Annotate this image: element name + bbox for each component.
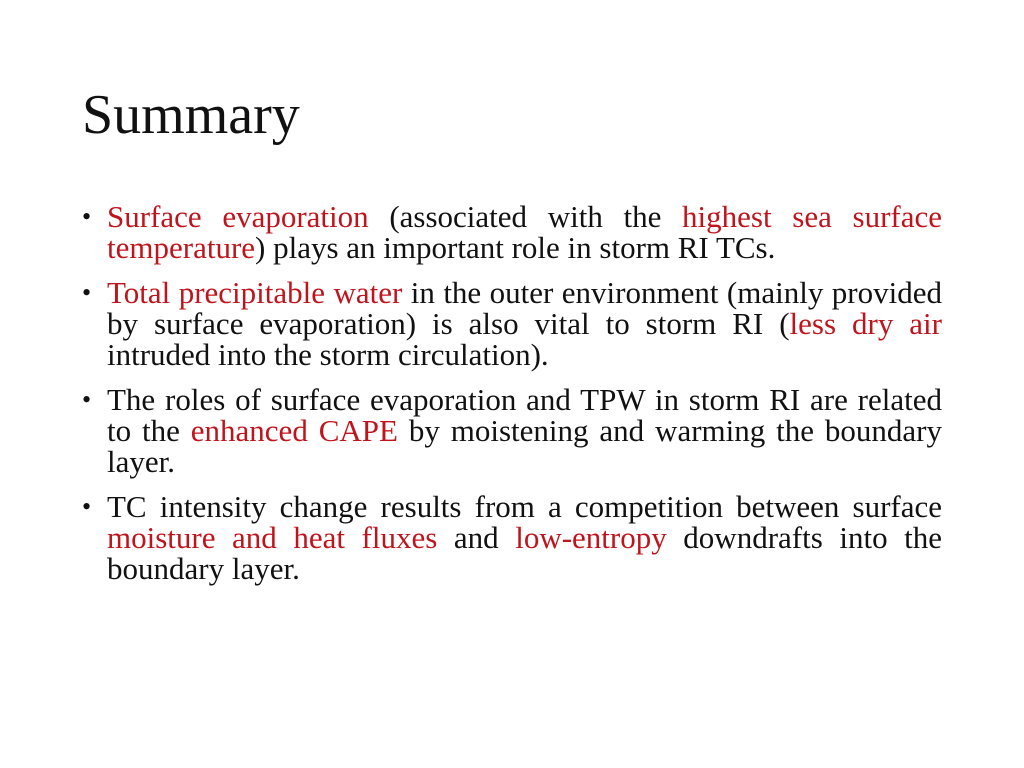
bullet-item — [82, 384, 942, 477]
body-text: TC intensity change results from a competition between surface — [107, 489, 942, 524]
body-text: The roles of surface evaporation and TPW in storm RI are related to the — [107, 382, 942, 448]
bullet-dot-icon: • — [82, 492, 92, 521]
bullet-dot-icon: • — [82, 202, 92, 231]
bullet-list — [82, 201, 942, 598]
body-text: ) plays an important role in storm RI TCs. — [255, 230, 776, 265]
highlight-text: Surface evaporation — [107, 199, 369, 234]
bullet-item — [82, 277, 942, 370]
body-text: intruded into the storm circulation). — [107, 337, 549, 372]
bullet-dot-icon: • — [82, 385, 92, 414]
bullet-item — [82, 491, 942, 584]
bullet-dot-icon: • — [82, 278, 92, 307]
highlight-text: enhanced CAPE — [190, 413, 398, 448]
slide-title: Summary — [82, 84, 300, 146]
highlight-text: less dry air — [789, 306, 942, 341]
highlight-text: Total precipitable water — [107, 275, 403, 310]
body-text: downdrafts into the boundary layer. — [107, 520, 942, 586]
highlight-text: highest sea surface temperature — [107, 199, 943, 265]
body-text: and — [437, 520, 516, 555]
body-text: by moistening and warming the boundary layer. — [107, 413, 942, 479]
bullet-item — [82, 201, 942, 263]
highlight-text: moisture and heat fluxes — [107, 520, 438, 555]
highlight-text: low-entropy — [515, 520, 667, 555]
body-text: (associated with the — [368, 199, 683, 234]
body-text: in the outer environment (mainly provided by surface evaporation) is also vital to storm RI ( — [107, 275, 942, 341]
